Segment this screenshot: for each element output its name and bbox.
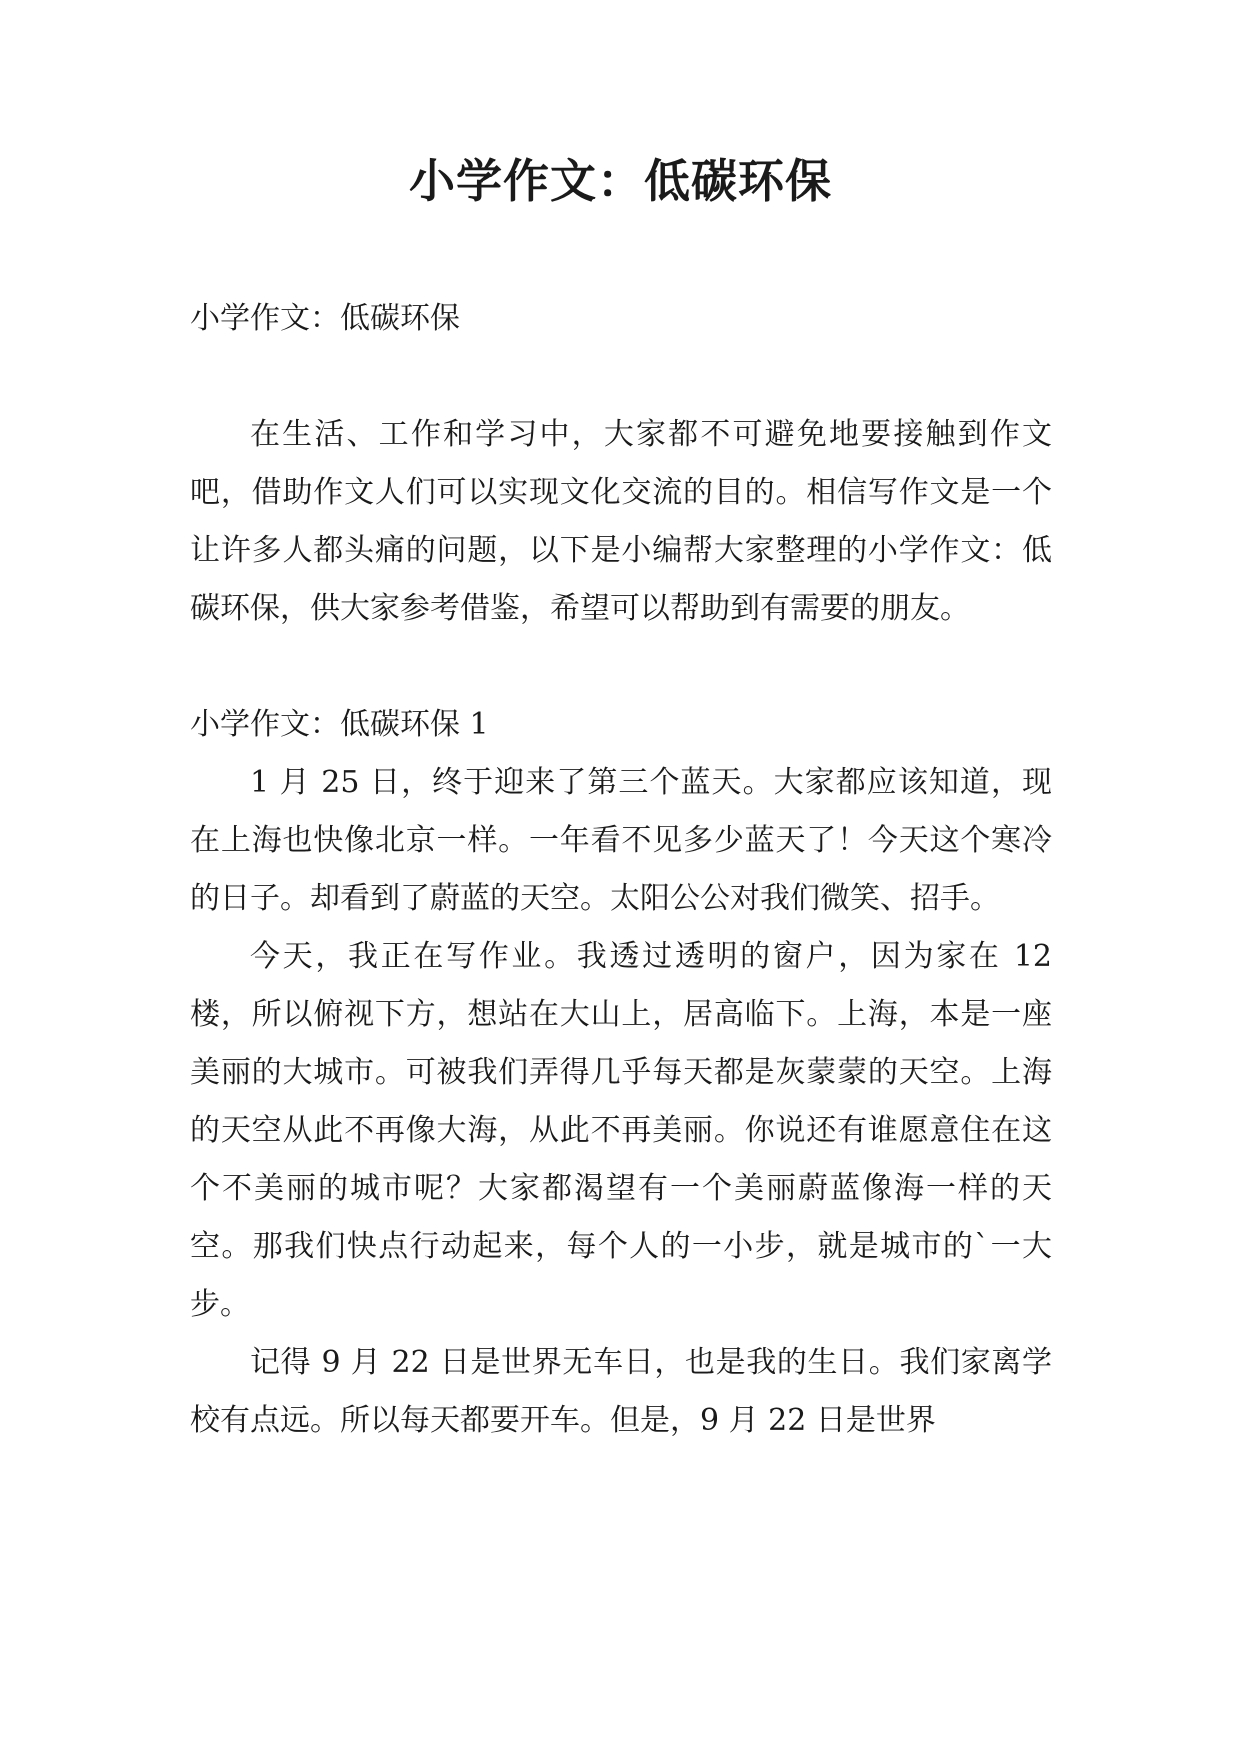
body-paragraph: 1 月 25 日，终于迎来了第三个蓝天。大家都应该知道，现在上海也快像北京一样。一年看不见多少蓝天了！今天这个寒冷的日子。却看到了蔚蓝的天空。太阳公公对我们微笑、招手。: [190, 765, 1052, 916]
document-body: [190, 290, 1052, 1450]
document-subtitle: 小学作文：低碳环保: [190, 301, 460, 336]
intro-paragraph: 在生活、工作和学习中，大家都不可避免地要接触到作文吧，借助作文人们可以实现文化交流的目的。相信写作文是一个让许多人都头痛的问题，以下是小编帮大家整理的小学作文：低碳环保，供大家参考借鉴，希望可以帮助到有需要的朋友。: [190, 417, 1052, 626]
body-paragraph: 今天，我正在写作业。我透过透明的窗户，因为家在 12 楼，所以俯视下方，想站在大山上，居高临下。上海，本是一座美丽的大城市。可被我们弄得几乎每天都是灰蒙蒙的天空。上海的天空从此不再像大海，从此不再美丽。你说还有谁愿意住在这个不美丽的城市呢？大家都渴望有一个美丽蔚蓝像海一样的天空。那我们快点行动起来，每个人的一小步，就是城市的`一大步。: [190, 939, 1052, 1322]
spacer: [190, 348, 1052, 406]
spacer: [190, 638, 1052, 696]
body-paragraph: 记得 9 月 22 日是世界无车日，也是我的生日。我们家离学校有点远。所以每天都要开车。但是，9 月 22 日是世界: [190, 1345, 1052, 1438]
document-title: 小学作文：低碳环保: [409, 154, 832, 208]
section-heading: 小学作文：低碳环保 1: [190, 707, 489, 742]
